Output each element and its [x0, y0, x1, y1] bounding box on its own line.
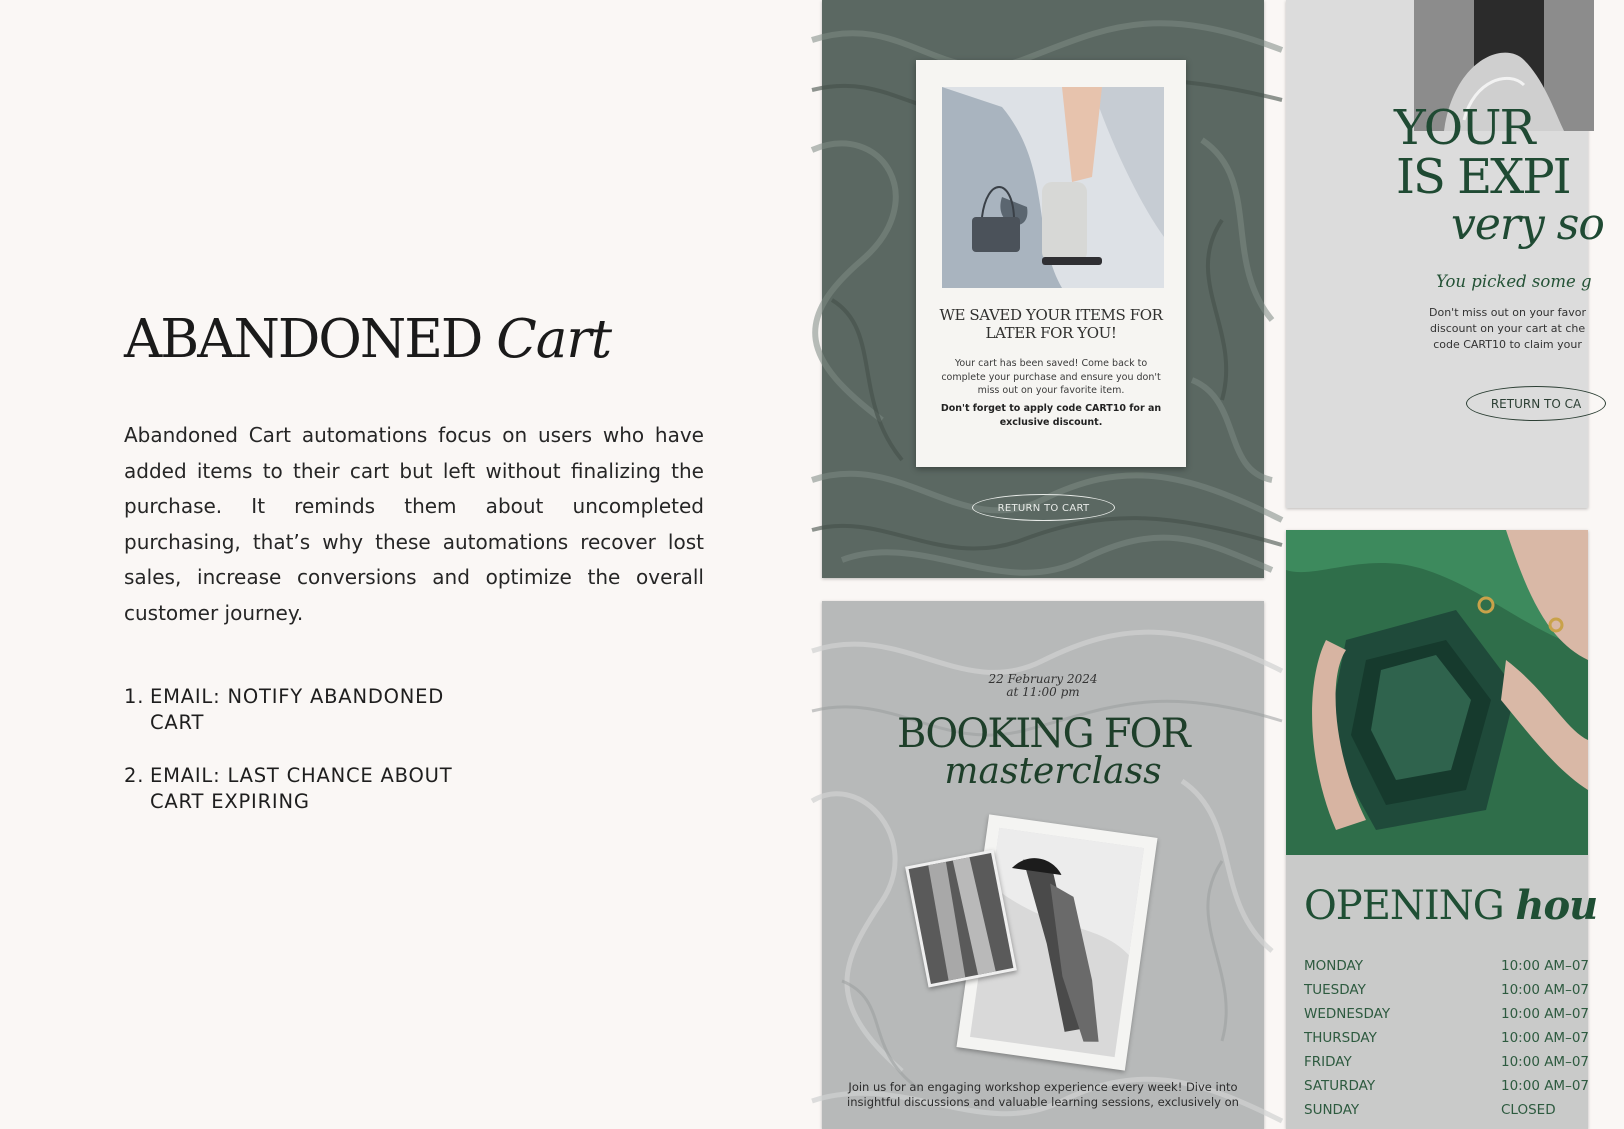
paper-note [916, 60, 1186, 467]
list-item [1304, 1098, 1624, 1122]
email-body: Your cart has been saved! Come back to complete your purchase and ensure you don't miss out on your favorite item. [941, 358, 1161, 396]
step-number: 1. [124, 685, 145, 708]
list-item [1304, 1074, 1624, 1098]
body-line: discount on your cart at che [1429, 322, 1586, 335]
list-item [124, 684, 470, 736]
return-to-cart-button[interactable]: RETURN TO CART [972, 494, 1115, 521]
day-label: FRIDAY [1304, 1054, 1352, 1070]
time-value: 10:00 AM–07 [1501, 958, 1590, 974]
step-number: 2. [124, 764, 145, 787]
time-value: 10:00 AM–07 [1501, 1006, 1590, 1022]
step-text: EMAIL: NOTIFY ABANDONED CART [150, 685, 445, 734]
time-value: 10:00 AM–07 [1501, 1030, 1590, 1046]
time-value: 10:00 AM–07 [1501, 982, 1590, 998]
discount-note: Don't forget to apply code CART10 for an exclusive discount. [940, 403, 1162, 428]
step-text: EMAIL: LAST CHANCE ABOUT CART EXPIRING [150, 764, 453, 813]
hours-heading-main: OPENING [1304, 883, 1504, 929]
automation-steps [124, 684, 470, 842]
jewelry-photo [1286, 530, 1588, 855]
day-label: WEDNESDAY [1304, 1006, 1391, 1022]
time-value: 10:00 AM–07 [1501, 1078, 1590, 1094]
product-photo [942, 87, 1164, 288]
day-label: TUESDAY [1304, 982, 1366, 998]
expiring-heading-line1: YOUR [1394, 100, 1534, 156]
title-main: ABANDONED [124, 309, 482, 370]
date-line: 22 February 2024 [988, 672, 1098, 686]
hours-heading [1304, 884, 1597, 928]
email-booking-card [822, 601, 1264, 1129]
expiring-body [1429, 305, 1586, 353]
email-heading: WE SAVED YOUR ITEMS FOR LATER FOR YOU! [939, 306, 1163, 342]
opening-hours-list [1304, 954, 1624, 1122]
email-saved-card [822, 0, 1264, 578]
title-italic: Cart [496, 309, 612, 370]
booking-body: Join us for an engaging workshop experience every week! Dive into insightful discussions and valuable learning sessions, exclusively on [847, 1080, 1239, 1109]
day-label: MONDAY [1304, 958, 1363, 974]
body-line: code CART10 to claim your [1433, 338, 1582, 351]
list-item [1304, 954, 1624, 978]
time-value: 10:00 AM–07 [1501, 1054, 1590, 1070]
list-item [1304, 1002, 1624, 1026]
expiring-subheading: You picked some g [1436, 272, 1592, 291]
hours-heading-italic: hou [1515, 882, 1598, 929]
booking-heading: BOOKING FOR [897, 711, 1189, 757]
time-value: CLOSED [1501, 1102, 1556, 1118]
expiring-heading-line2: IS EXPI [1396, 149, 1570, 205]
body-line: Don't miss out on your favor [1429, 306, 1587, 319]
list-item [1304, 978, 1624, 1002]
list-item [1304, 1050, 1624, 1074]
list-item [1304, 1026, 1624, 1050]
list-item [124, 763, 470, 815]
booking-date [822, 673, 1264, 699]
return-to-cart-button[interactable]: RETURN TO CA [1466, 386, 1606, 421]
day-label: SATURDAY [1304, 1078, 1376, 1094]
expiring-heading-line3: very so [1451, 199, 1604, 250]
page-title [124, 310, 611, 370]
intro-description: Abandoned Cart automations focus on users who have added items to their cart but left without finalizing the purchase. It reminds them about uncompleted purchasing, that’s why these automations recover lost sales, increase conversions and optimize the overall customer journey. [124, 423, 704, 625]
booking-heading-italic: masterclass [944, 751, 1162, 792]
email-expiring-card [1286, 0, 1604, 508]
day-label: THURSDAY [1304, 1030, 1377, 1046]
email-hours-card [1286, 530, 1598, 1129]
day-label: SUNDAY [1304, 1102, 1360, 1118]
time-line: at 11:00 pm [1006, 685, 1080, 699]
